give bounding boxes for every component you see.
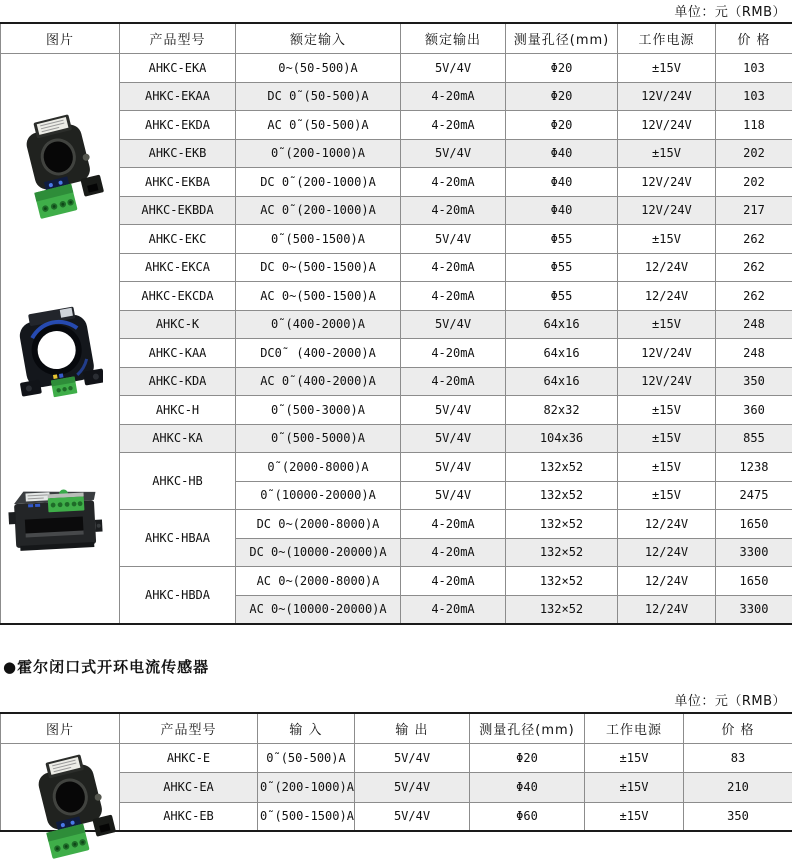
output-cell: 5V/4V	[401, 310, 506, 339]
price-cell: 262	[716, 253, 792, 282]
aperture-cell: 132×52	[506, 510, 618, 539]
power-cell: 12/24V	[618, 538, 716, 567]
power-cell: ±15V	[585, 744, 684, 773]
power-cell: 12V/24V	[618, 82, 716, 111]
model-cell: AHKC-EKDA	[120, 111, 236, 140]
price-cell: 202	[716, 139, 792, 168]
price-cell: 1238	[716, 453, 792, 482]
aperture-cell: 64x16	[506, 367, 618, 396]
input-cell: 0˜(500-3000)A	[236, 396, 401, 425]
header-price: 价 格	[684, 713, 792, 744]
header-model: 产品型号	[120, 23, 236, 54]
power-cell: ±15V	[618, 54, 716, 83]
output-cell: 4-20mA	[401, 567, 506, 596]
input-cell: 0˜(200-1000)A	[236, 139, 401, 168]
input-cell: DC 0~(2000-8000)A	[236, 510, 401, 539]
model-cell: AHKC-EKB	[120, 139, 236, 168]
power-cell: 12V/24V	[618, 339, 716, 368]
output-cell: 4-20mA	[401, 538, 506, 567]
input-cell: AC 0~(10000-20000)A	[236, 595, 401, 624]
power-cell: 12/24V	[618, 595, 716, 624]
input-cell: 0~(50-500)A	[236, 54, 401, 83]
model-cell: AHKC-EKBDA	[120, 196, 236, 225]
output-cell: 4-20mA	[401, 595, 506, 624]
power-cell: ±15V	[585, 773, 684, 802]
output-cell: 4-20mA	[401, 253, 506, 282]
output-cell: 5V/4V	[401, 225, 506, 254]
price-cell: 103	[716, 82, 792, 111]
header-row	[1, 23, 792, 54]
power-cell: ±15V	[618, 481, 716, 510]
table-row	[1, 744, 792, 773]
header-price: 价 格	[716, 23, 792, 54]
output-cell: 4-20mA	[401, 196, 506, 225]
power-cell: 12V/24V	[618, 367, 716, 396]
input-cell: DC0˜ (400-2000)A	[236, 339, 401, 368]
product-photo-busbar	[7, 482, 103, 565]
power-cell: 12V/24V	[618, 196, 716, 225]
model-cell: AHKC-HBAA	[120, 510, 236, 567]
model-cell: AHKC-EKCDA	[120, 282, 236, 311]
hall-ring-sensor-large-photo	[11, 302, 103, 402]
aperture-cell: Φ20	[506, 111, 618, 140]
aperture-cell: 104x36	[506, 424, 618, 453]
hall-ring-sensor-small-photo	[26, 746, 116, 861]
model-cell: AHKC-EKAA	[120, 82, 236, 111]
header-rated-input: 额定输入	[236, 23, 401, 54]
input-cell: AC 0˜(400-2000)A	[236, 367, 401, 396]
price-cell: 350	[684, 802, 792, 831]
power-cell: ±15V	[618, 424, 716, 453]
header-picture: 图片	[1, 23, 120, 54]
power-cell: ±15V	[585, 802, 684, 831]
model-cell: AHKC-HB	[120, 453, 236, 510]
output-cell: 4-20mA	[401, 111, 506, 140]
input-cell: AC 0~(2000-8000)A	[236, 567, 401, 596]
product-photo-ring-small	[14, 106, 104, 224]
model-cell: AHKC-KAA	[120, 339, 236, 368]
model-cell: AHKC-H	[120, 396, 236, 425]
aperture-cell: 132×52	[506, 567, 618, 596]
output-cell: 4-20mA	[401, 82, 506, 111]
aperture-cell: Φ40	[506, 139, 618, 168]
aperture-cell: Φ60	[470, 802, 585, 831]
product-photo-ring-small	[26, 746, 116, 864]
price-cell: 118	[716, 111, 792, 140]
input-cell: DC 0~(500-1500)A	[236, 253, 401, 282]
input-cell: 0˜(2000-8000)A	[236, 453, 401, 482]
output-cell: 4-20mA	[401, 339, 506, 368]
product-image-cell	[1, 54, 120, 624]
input-cell: DC 0~(10000-20000)A	[236, 538, 401, 567]
closed-open-loop-table	[0, 712, 792, 832]
header-row	[1, 713, 792, 744]
price-cell: 210	[684, 773, 792, 802]
output-cell: 4-20mA	[401, 282, 506, 311]
aperture-cell: Φ40	[506, 168, 618, 197]
output-cell: 4-20mA	[401, 168, 506, 197]
price-cell: 248	[716, 310, 792, 339]
main-spec-table	[0, 22, 792, 625]
input-cell: 0˜(400-2000)A	[236, 310, 401, 339]
header-power: 工作电源	[618, 23, 716, 54]
model-cell: AHKC-EA	[120, 773, 258, 802]
power-cell: 12/24V	[618, 510, 716, 539]
model-cell: AHKC-KDA	[120, 367, 236, 396]
output-cell: 5V/4V	[401, 453, 506, 482]
product-photo-ring-large	[11, 302, 103, 405]
model-cell: AHKC-EKCA	[120, 253, 236, 282]
aperture-cell: Φ40	[506, 196, 618, 225]
hall-busbar-slot-sensor-photo	[7, 482, 103, 562]
price-cell: 262	[716, 225, 792, 254]
output-cell: 4-20mA	[401, 510, 506, 539]
output-cell: 5V/4V	[401, 54, 506, 83]
power-cell: 12V/24V	[618, 111, 716, 140]
input-cell: 0˜(500-5000)A	[236, 424, 401, 453]
aperture-cell: Φ55	[506, 282, 618, 311]
aperture-cell: Φ40	[470, 773, 585, 802]
header-picture: 图片	[1, 713, 120, 744]
model-cell: AHKC-KA	[120, 424, 236, 453]
input-cell: AC 0˜(50-500)A	[236, 111, 401, 140]
aperture-cell: Φ20	[506, 54, 618, 83]
price-cell: 1650	[716, 567, 792, 596]
aperture-cell: Φ55	[506, 253, 618, 282]
model-cell: AHKC-EB	[120, 802, 258, 831]
unit-label-top: 单位：元（RMB）	[674, 1, 786, 20]
input-cell: DC 0˜(50-500)A	[236, 82, 401, 111]
output-cell: 5V/4V	[401, 396, 506, 425]
aperture-cell: 64x16	[506, 339, 618, 368]
price-cell: 217	[716, 196, 792, 225]
power-cell: 12/24V	[618, 567, 716, 596]
header-input: 输 入	[258, 713, 355, 744]
model-cell: AHKC-E	[120, 744, 258, 773]
aperture-cell: 64x16	[506, 310, 618, 339]
price-cell: 202	[716, 168, 792, 197]
price-cell: 855	[716, 424, 792, 453]
header-rated-output: 额定输出	[401, 23, 506, 54]
aperture-cell: Φ20	[470, 744, 585, 773]
power-cell: 12/24V	[618, 253, 716, 282]
input-cell: 0˜(10000-20000)A	[236, 481, 401, 510]
product-image-cell	[1, 744, 120, 832]
header-aperture: 测量孔径(mm)	[506, 23, 618, 54]
output-cell: 4-20mA	[401, 367, 506, 396]
price-cell: 3300	[716, 595, 792, 624]
output-cell: 5V/4V	[401, 139, 506, 168]
hall-ring-sensor-small-photo	[14, 106, 104, 221]
model-cell: AHKC-EKBA	[120, 168, 236, 197]
input-cell: AC 0~(500-1500)A	[236, 282, 401, 311]
price-cell: 3300	[716, 538, 792, 567]
header-output: 输 出	[355, 713, 470, 744]
header-model: 产品型号	[120, 713, 258, 744]
header-power: 工作电源	[585, 713, 684, 744]
output-cell: 5V/4V	[355, 744, 470, 773]
input-cell: AC 0˜(200-1000)A	[236, 196, 401, 225]
input-cell: 0˜(50-500)A	[258, 744, 355, 773]
aperture-cell: 82x32	[506, 396, 618, 425]
model-cell: AHKC-EKA	[120, 54, 236, 83]
aperture-cell: 132×52	[506, 538, 618, 567]
price-cell: 248	[716, 339, 792, 368]
power-cell: 12V/24V	[618, 168, 716, 197]
price-cell: 350	[716, 367, 792, 396]
input-cell: 0˜(500-1500)A	[258, 802, 355, 831]
price-cell: 360	[716, 396, 792, 425]
power-cell: 12/24V	[618, 282, 716, 311]
price-cell: 2475	[716, 481, 792, 510]
aperture-cell: 132x52	[506, 481, 618, 510]
table-row	[1, 54, 792, 83]
aperture-cell: 132×52	[506, 595, 618, 624]
price-cell: 1650	[716, 510, 792, 539]
price-cell: 103	[716, 54, 792, 83]
price-cell: 262	[716, 282, 792, 311]
model-cell: AHKC-HBDA	[120, 567, 236, 624]
power-cell: ±15V	[618, 225, 716, 254]
section-heading: ●霍尔闭口式开环电流传感器	[3, 656, 209, 677]
model-cell: AHKC-K	[120, 310, 236, 339]
input-cell: 0˜(200-1000)A	[258, 773, 355, 802]
aperture-cell: Φ20	[506, 82, 618, 111]
output-cell: 5V/4V	[355, 802, 470, 831]
input-cell: DC 0˜(200-1000)A	[236, 168, 401, 197]
unit-label-table2: 单位：元（RMB）	[674, 690, 786, 709]
power-cell: ±15V	[618, 453, 716, 482]
aperture-cell: 132x52	[506, 453, 618, 482]
aperture-cell: Φ55	[506, 225, 618, 254]
power-cell: ±15V	[618, 310, 716, 339]
power-cell: ±15V	[618, 396, 716, 425]
output-cell: 5V/4V	[401, 481, 506, 510]
output-cell: 5V/4V	[355, 773, 470, 802]
model-cell: AHKC-EKC	[120, 225, 236, 254]
input-cell: 0˜(500-1500)A	[236, 225, 401, 254]
price-cell: 83	[684, 744, 792, 773]
power-cell: ±15V	[618, 139, 716, 168]
header-aperture: 测量孔径(mm)	[470, 713, 585, 744]
output-cell: 5V/4V	[401, 424, 506, 453]
